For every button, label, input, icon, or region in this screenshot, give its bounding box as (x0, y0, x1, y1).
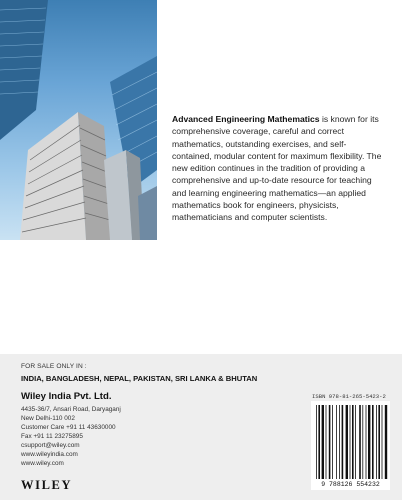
publisher-address-line: New Delhi-110 002 (21, 415, 75, 422)
support-email-link[interactable]: csupport@wiley.com (21, 442, 80, 449)
publisher-address-line: 4435-36/7, Ansari Road, Daryaganj (21, 406, 121, 413)
book-title: Advanced Engineering Mathematics (172, 114, 320, 124)
cover-photo-buildings (0, 0, 157, 240)
wiley-website-link[interactable]: www.wiley.com (21, 460, 64, 467)
fax-number: Fax +91 11 23275895 (21, 433, 83, 440)
skyscrapers-illustration (0, 0, 157, 240)
publisher-name: Wiley India Pvt. Ltd. (21, 391, 112, 402)
barcode-bars (311, 401, 390, 490)
back-cover-footer (0, 354, 402, 500)
description-text: is known for its comprehensive coverage, careful and correct mathematics, outstanding exercises, and self-contained, modular content for maximum flexibility. The new edition continues in the tradition of providing a comprehensive and up-to-date resource for teaching and learning engineering mathematics—an applied mathematics book for engineers, physicists, mathematicians and computer scientists. (172, 114, 382, 223)
isbn-number: ISBN 978-81-265-5423-2 (312, 393, 386, 400)
sale-countries: INDIA, BANGLADESH, NEPAL, PAKISTAN, SRI LANKA & BHUTAN (21, 374, 258, 383)
barcode-digits: 9 788126 554232 (321, 481, 380, 488)
isbn-barcode (311, 401, 390, 490)
wileyindia-website-link[interactable]: www.wileyindia.com (21, 451, 78, 458)
wiley-logo: WILEY (21, 478, 73, 492)
customer-care-phone: Customer Care +91 11 43630000 (21, 424, 116, 431)
book-description (172, 113, 384, 224)
sale-region-label: FOR SALE ONLY IN : (21, 363, 87, 370)
